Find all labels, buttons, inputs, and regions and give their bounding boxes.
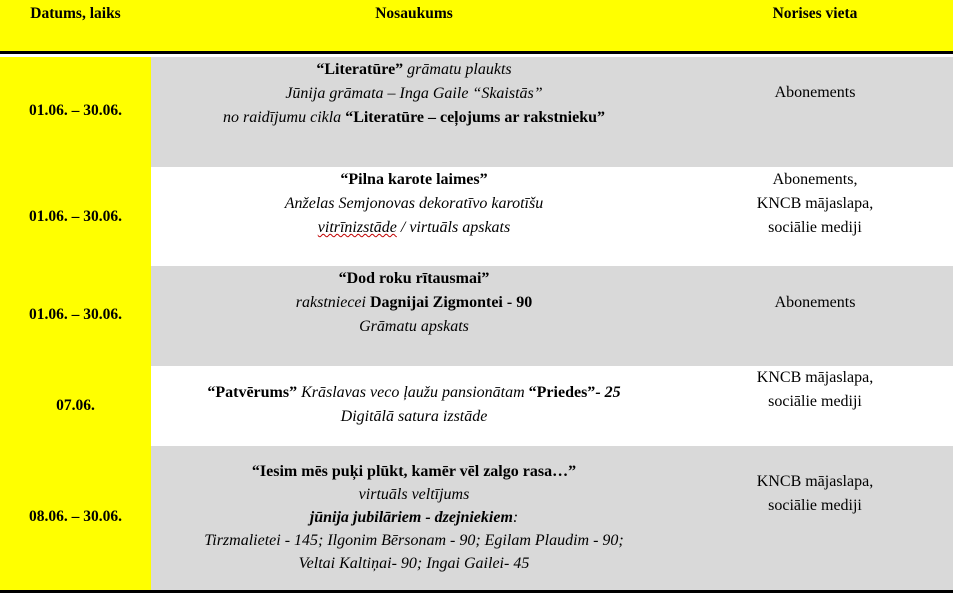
title-bold: “Patvērums” [207,384,298,401]
cycle-name: “Literatūre – ceļojums ar rakstnieku” [345,109,606,126]
row-date: 07.06. [56,397,95,414]
header-date: Datums, laiks [30,5,121,22]
title-bold: “Dod roku rītausmai” [338,270,490,287]
title-italic: Krāslavas veco ļaužu pansionātam [297,384,529,401]
title-bold-2: “Priedes” [528,384,596,401]
place-line: KNCB mājaslapa, [756,473,874,490]
row-place [677,291,953,315]
place-line: KNCB mājaslapa, [756,195,874,212]
row-place [677,81,953,105]
cycle-prefix: no raidījumu cikla [222,109,346,126]
row-title [151,267,677,339]
honoree: Dagnijai Zigmontei - 90 [369,294,533,311]
title-bold: “Pilna karote laimes” [340,171,488,188]
place-line: KNCB mājaslapa, [756,369,874,386]
jubilee-heading: jūnija jubilāriem - dzejniekiem [309,509,513,526]
place-line: sociālie mediji [768,393,862,410]
jubilee-list-1: Tirzmalietei - 145; Ilgonim Bērsonam - 90; Egilam Plaudim - 90; [204,532,624,549]
place-line: sociālie mediji [768,497,862,514]
table-row [0,446,953,590]
jubilee-list-2: Veltai Kaltiņai- 90; Ingai Gailei- 45 [298,555,530,572]
title-bold: “Iesim mēs puķi plūkt, kamēr vēl zalgo rasa…” [251,463,577,480]
row-date: 08.06. – 30.06. [29,508,122,525]
row-title [151,460,677,575]
row-place [677,470,953,518]
place-line: sociālie mediji [768,219,862,236]
subtitle: virtuāls veltījums [358,486,470,503]
row-title [151,168,677,240]
table-row [0,167,953,266]
row-title [151,58,677,130]
row-place [677,168,953,240]
table-row [0,366,953,446]
row-date: 01.06. – 30.06. [29,102,122,119]
subtitle-prefix: rakstniecei [295,294,370,311]
table-row [0,57,953,167]
subtitle-rest: / virtuāls apskats [396,219,511,236]
jubilee-colon: : [512,509,519,526]
place-line: Abonements, [772,171,858,188]
spellcheck-word: vitrīnizstāde [317,219,397,236]
title-end: - 25 [595,384,621,401]
place-line: Abonements [774,84,856,101]
subtitle: Grāmatu apskats [359,318,469,335]
subtitle: Anželas Semjonovas dekoratīvo karotīšu [284,195,544,212]
table-row [0,266,953,366]
table-bottom-border [0,590,953,593]
row-place [677,366,953,414]
table-header [0,0,953,54]
subtitle: Jūnija grāmata – Inga Gaile “Skaistās” [285,85,543,102]
row-date: 01.06. – 30.06. [29,208,122,225]
row-title [151,381,677,429]
row-date: 01.06. – 30.06. [29,306,122,323]
header-name: Nosaukums [375,5,453,22]
subtitle: Digitālā satura izstāde [340,408,488,425]
title-bold: “Literatūre” [316,61,404,78]
header-place: Norises vieta [772,5,858,22]
place-line: Abonements [774,294,856,311]
title-rest: grāmatu plaukts [403,61,512,78]
